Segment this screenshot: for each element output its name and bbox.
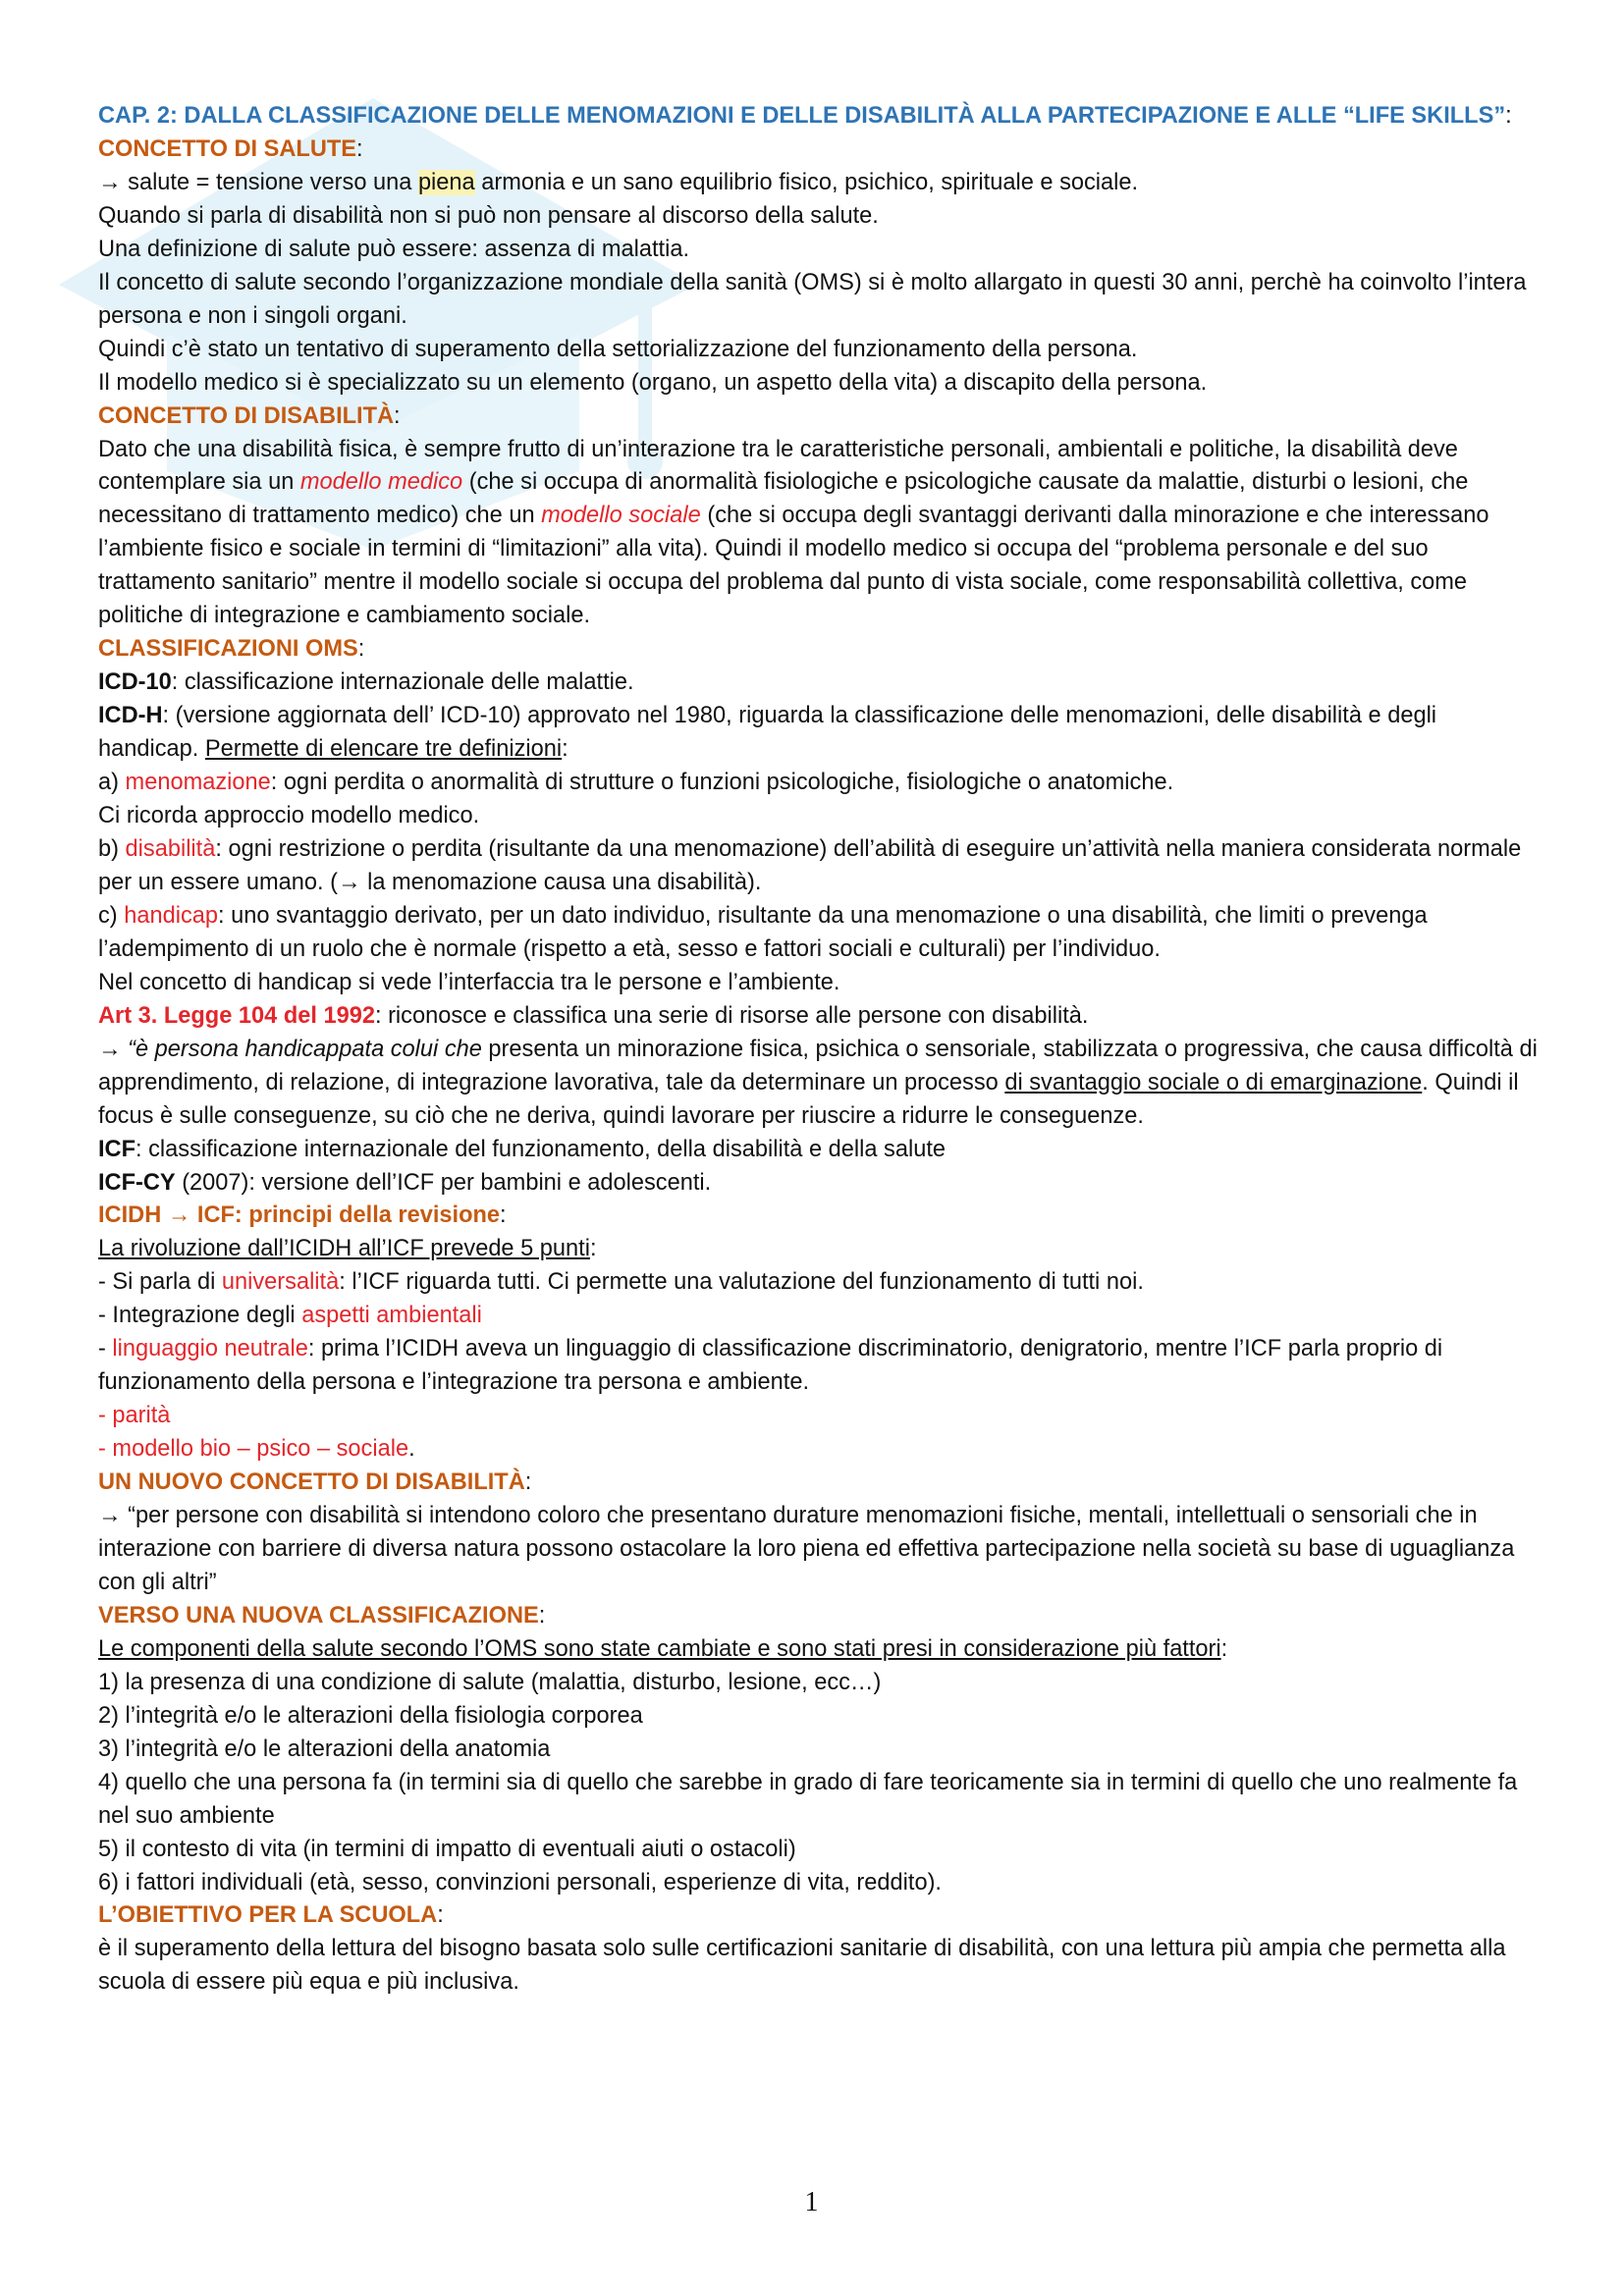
chapter-title: CAP. 2: DALLA CLASSIFICAZIONE DELLE MENOMAZIONI E DELLE DISABILITÀ ALLA PARTECIPAZIONE E ALLE “LIFE SKILLS”:	[98, 103, 1512, 129]
heading-nuova-classificazione: VERSO UNA NUOVA CLASSIFICAZIONE:	[98, 1602, 546, 1629]
revisione-point-parita: - parità	[98, 1403, 171, 1429]
term-modello-sociale: modello sociale	[541, 503, 701, 529]
salute-line-6: Il modello medico si è specializzato su un elemento (organo, un aspetto della vita) a discapito della persona.	[98, 369, 1208, 396]
right-arrow-icon: →	[337, 869, 361, 895]
revisione-point-linguaggio: - linguaggio neutrale: prima l’ICIDH aveva un linguaggio di classificazione discriminatorio, denigratorio, mentre l’ICF parla proprio di funzionamento della persona e l’integrazione tra persona e ambiente.	[98, 1336, 1443, 1396]
term-modello-medico: modello medico	[299, 469, 463, 496]
classificazione-intro: Le componenti della salute secondo l’OMS sono state cambiate e sono stati presi in considerazione più fattori:	[98, 1635, 1228, 1662]
right-arrow-icon: →	[98, 1036, 122, 1062]
icd10-line: ICD-10: classificazione internazionale delle malattie.	[98, 669, 634, 696]
heading-obiettivo-scuola: L’OBIETTIVO PER LA SCUOLA:	[98, 1902, 444, 1929]
list-item: 5) il contesto di vita (in termini di impatto di eventuali aiuti o ostacoli)	[98, 1836, 796, 1862]
menomazione-note: Ci ricorda approccio modello medico.	[98, 803, 480, 829]
definition-menomazione: a) menomazione: ogni perdita o anormalità di strutture o funzioni psicologiche, fisiologiche o anatomiche.	[98, 770, 1174, 796]
icf-line: ICF: classificazione internazionale del funzionamento, della disabilità e della salute	[98, 1136, 946, 1162]
list-item: 6) i fattori individuali (età, sesso, convinzioni personali, esperienze di vita, reddito).	[98, 1869, 942, 1896]
revisione-point-modello: - modello bio – psico – sociale.	[98, 1436, 415, 1463]
heading-classificazioni-oms: CLASSIFICAZIONI OMS:	[98, 636, 365, 663]
handicap-note: Nel concetto di handicap si vede l’interfaccia tra le persone e l’ambiente.	[98, 969, 840, 995]
icdh-paragraph: ICD-H: (versione aggiornata dell’ ICD-10) approvato nel 1980, riguarda la classificazione delle menomazioni, delle disabilità e degli handicap. Permette di elencare tre definizioni:	[98, 703, 1437, 763]
document-body	[98, 100, 1542, 2000]
disabilita-paragraph: Dato che una disabilità fisica, è sempre frutto di un’interazione tra le caratteristiche personali, ambientali e politiche, la disabilità deve contemplare sia un modello medico (che si occupa di anormalità fisiologiche e psicologiche causate da malattie, disturbi o lesioni, che necessitano di trattamento medico) che un modello sociale (che si occupa degli svantaggi derivanti dalla minorazione e che interessano l’ambiente fisico e sociale in termini di “limitazioni” alla vita). Quindi il modello medico si occupa del “problema personale e del suo trattamento sanitario” mentre il modello sociale si occupa del problema dal punto di vista sociale, come responsabilità collettiva, come politiche di integrazione e cambiamento sociale.	[98, 436, 1489, 629]
page-number: 1	[804, 2187, 819, 2217]
revisione-intro: La rivoluzione dall’ICIDH all’ICF prevede 5 punti:	[98, 1236, 597, 1262]
list-item: 2) l’integrità e/o le alterazioni della fisiologia corporea	[98, 1702, 643, 1729]
definition-disabilita: b) disabilità: ogni restrizione o perdita (risultante da una menomazione) dell’abilità di eseguire un’attività nella maniera considerata normale per un essere umano. (→ la menomazione causa una disabilità).	[98, 835, 1522, 895]
icfcy-line: ICF-CY (2007): versione dell’ICF per bambini e adolescenti.	[98, 1169, 712, 1196]
right-arrow-icon: →	[98, 1503, 122, 1529]
heading-nuovo-concetto: UN NUOVO CONCETTO DI DISABILITÀ:	[98, 1469, 532, 1496]
definition-handicap: c) handicap: uno svantaggio derivato, per un dato individuo, risultante da una menomazione o una disabilità, che limiti o prevenga l’adempimento di un ruolo che è normale (rispetto a età, sesso e fattori sociali e culturali) per l’individuo.	[98, 902, 1428, 962]
heading-concetto-salute: CONCETTO DI SALUTE:	[98, 135, 363, 162]
list-item: 4) quello che una persona fa (in termini sia di quello che sarebbe in grado di fare teoricamente sia in termini di quello che uno realmente fa nel suo ambiente	[98, 1769, 1518, 1829]
heading-icidh-icf: ICIDH → ICF: principi della revisione:	[98, 1202, 507, 1229]
nuovo-concetto-quote: → “per persone con disabilità si intendono coloro che presentano durature menomazioni fisiche, mentali, intellettuali o sensoriali che in interazione con barriere di diversa natura possono ostacolare la loro piena ed effettiva partecipazione nella società su base di uguaglianza con gli altri”	[98, 1503, 1515, 1595]
highlighted-word: piena	[417, 169, 475, 195]
salute-line-5: Quindi c’è stato un tentativo di superamento della settorializzazione del funzionamento della persona.	[98, 336, 1138, 362]
revisione-point-ambientali: - Integrazione degli aspetti ambientali	[98, 1303, 482, 1329]
heading-concetto-disabilita: CONCETTO DI DISABILITÀ:	[98, 402, 401, 429]
salute-definition: → salute = tensione verso una piena armonia e un sano equilibrio fisico, psichico, spirituale e sociale.	[98, 169, 1139, 195]
legge-104-line: Art 3. Legge 104 del 1992: riconosce e classifica una serie di risorse alle persone con disabilità.	[98, 1002, 1089, 1029]
legge-104-quote: → “è persona handicappata colui che presenta un minorazione fisica, psichica o sensoriale, stabilizzata o progressiva, che causa difficoltà di apprendimento, di relazione, di integrazione lavorativa, tale da determinare un processo di svantaggio sociale o di emarginazione. Quindi il focus è sulle conseguenze, su ciò che ne deriva, quindi lavorare per riuscire a ridurre le conseguenze.	[98, 1036, 1538, 1129]
chapter-title-text: CAP. 2: DALLA CLASSIFICAZIONE DELLE MENOMAZIONI E DELLE DISABILITÀ ALLA PARTECIPAZIONE E ALLE “LIFE SKILLS”	[98, 103, 1506, 129]
list-item: 1) la presenza di una condizione di salute (malattia, disturbo, lesione, ecc…)	[98, 1669, 882, 1695]
salute-line-4: Il concetto di salute secondo l’organizzazione mondiale della sanità (OMS) si è molto allargato in questi 30 anni, perchè ha coinvolto l’intera persona e non i singoli organi.	[98, 269, 1527, 329]
scuola-paragraph: è il superamento della lettura del bisogno basata solo sulle certificazioni sanitarie di disabilità, con una lettura più ampia che permetta alla scuola di essere più equa e più inclusiva.	[98, 1936, 1506, 1996]
salute-line-2: Quando si parla di disabilità non si può non pensare al discorso della salute.	[98, 202, 879, 229]
salute-line-3: Una definizione di salute può essere: assenza di malattia.	[98, 236, 689, 262]
list-item: 3) l’integrità e/o le alterazioni della anatomia	[98, 1735, 551, 1762]
right-arrow-icon: →	[98, 169, 122, 195]
right-arrow-icon: →	[167, 1202, 191, 1229]
revisione-point-universalita: - Si parla di universalità: l’ICF riguarda tutti. Ci permette una valutazione del funzionamento di tutti noi.	[98, 1269, 1144, 1296]
